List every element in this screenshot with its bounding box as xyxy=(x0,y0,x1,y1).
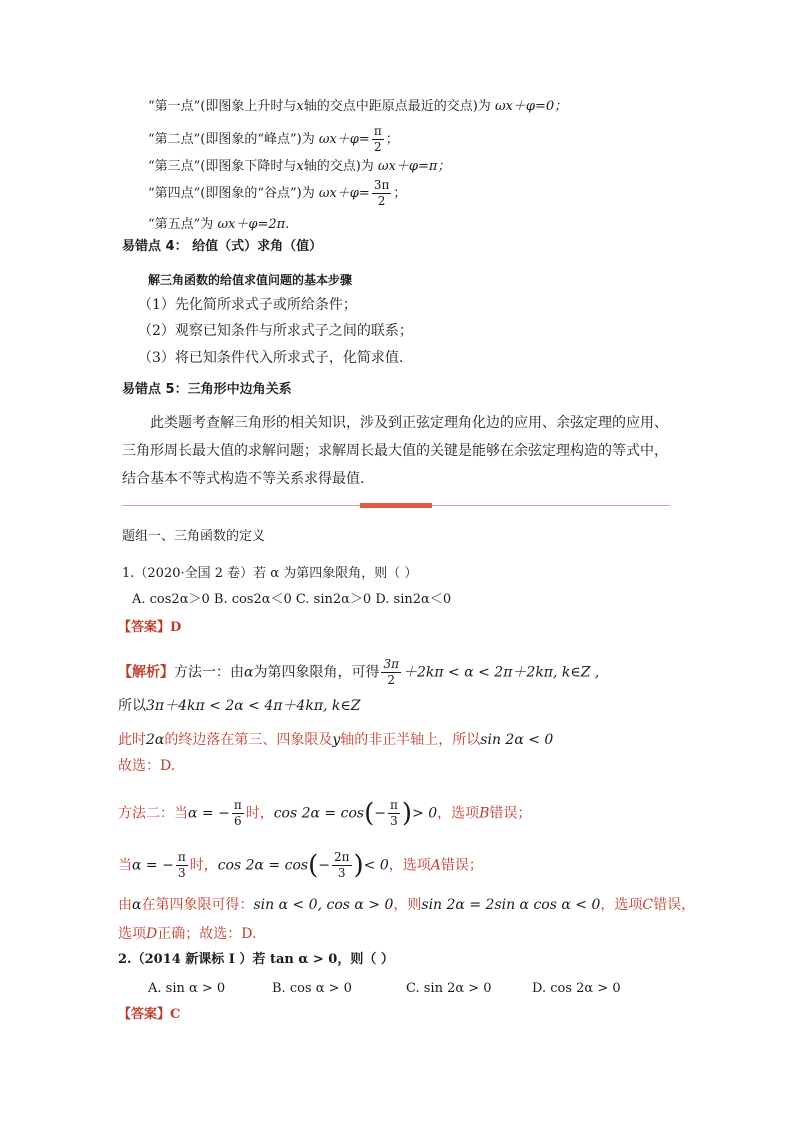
step-2: （2）观察已知条件与所求式子之间的联系； xyxy=(138,323,413,339)
q2-stem: 2.（2014 新课标 I ）若 tan α > 0，则（ ） xyxy=(118,952,394,967)
q2-option-c: C. sin 2α > 0 xyxy=(406,981,492,996)
fraction: $\frac{2\pi}{3}$ xyxy=(333,850,350,880)
point-5-line: “第五点”为 ωx＋φ=2π. xyxy=(148,217,290,232)
point5-paragraph: 此类题考查解三角形的相关知识，涉及到正弦定理角化边的应用、余弦定理的应用、三角形周长最大值的求解问题；求解周长最大值的关键是能够在余弦定理构造的等式中，结合基本不等式构造不等关系求得最值. xyxy=(122,415,668,487)
fraction: $\frac{\pi}{3}$ xyxy=(177,850,186,880)
point-1-line: “第一点”(即图象上升时与x轴的交点中距原点最近的交点)为 ωx＋φ=0； xyxy=(148,99,568,114)
fraction: $\frac{3\pi}{2}$ xyxy=(373,178,390,208)
q2-answer: 【答案】C xyxy=(118,1007,181,1022)
q2-option-a: A. sin α > 0 xyxy=(148,981,226,996)
q1-line2: 所以3π＋4kπ < 2α < 4π＋4kπ, k∈Z xyxy=(118,698,361,714)
step-1: （1）先化简所求式子或所给条件； xyxy=(138,297,357,313)
fraction: $\frac{\pi}{6}$ xyxy=(233,798,242,828)
point-3-line: “第三点”(即图象下降时与x轴的交点)为 ωx＋φ=π； xyxy=(148,159,451,174)
q1-method2-line3: 由α在第四象限可得：sin α < 0, cos α > 0，则sin 2α = 2sin α cos α < 0，选项C错误， xyxy=(118,897,696,913)
fraction: $\frac{3\pi}{2}$ xyxy=(383,657,399,687)
q1-method2-line: 方法二：当α = − $\frac{\pi}{6}$ 时，cos 2α = cos(− $\frac{\pi}{3}$ )> 0，选项B错误； xyxy=(118,798,532,829)
step-3: （3）将已知条件代入所求式子，化简求值. xyxy=(138,350,404,366)
point4-heading: 易错点 4： 给值（式）求角（值） xyxy=(122,239,323,254)
point-2-line: “第二点”(即图象的“峰点”)为 ωx＋φ= $\frac{\pi}{2}$ ； xyxy=(148,124,399,154)
q1-line3: 此时2α的终边落在第三、四象限及y轴的非正半轴上，所以sin 2α < 0 xyxy=(118,732,554,748)
section-divider-accent xyxy=(360,503,432,508)
q1-line4: 故选：D. xyxy=(118,758,176,774)
q1-answer: 【答案】D xyxy=(118,620,182,635)
q1-stem: 1.（2020·全国 2 卷）若 α 为第四象限角，则（ ） xyxy=(122,566,418,581)
fraction: $\frac{\pi}{3}$ xyxy=(389,798,398,828)
q2-option-b: B. cos α > 0 xyxy=(272,981,352,996)
point5-heading: 易错点 5：三角形中边角关系 xyxy=(122,382,292,397)
q1-options: A. cos2α＞0 B. cos2α＜0 C. sin2α＞0 D. sin2α＜0 xyxy=(132,592,452,607)
q1-method2-line2: 当α = − $\frac{\pi}{3}$ 时，cos 2α = cos(− $\frac{2\pi}{3}$ )< 0，选项A错误； xyxy=(118,850,483,881)
point-4-line: “第四点”(即图象的“谷点”)为 ωx＋φ= $\frac{3\pi}{2}$ ； xyxy=(148,178,407,208)
group-title: 题组一、三角函数的定义 xyxy=(122,529,266,544)
point4-subheading: 解三角函数的给值求值问题的基本步骤 xyxy=(148,273,353,287)
q1-method1-line: 【解析】方法一：由α为第四象限角，可得 $\frac{3\pi}{2}$ ＋2kπ < α < 2π＋2kπ, k∈Z , xyxy=(118,657,600,687)
fraction: $\frac{\pi}{2}$ xyxy=(373,124,382,154)
q1-method2-line4: 选项D正确；故选：D. xyxy=(118,926,257,942)
q2-option-d: D. cos 2α > 0 xyxy=(532,981,621,996)
